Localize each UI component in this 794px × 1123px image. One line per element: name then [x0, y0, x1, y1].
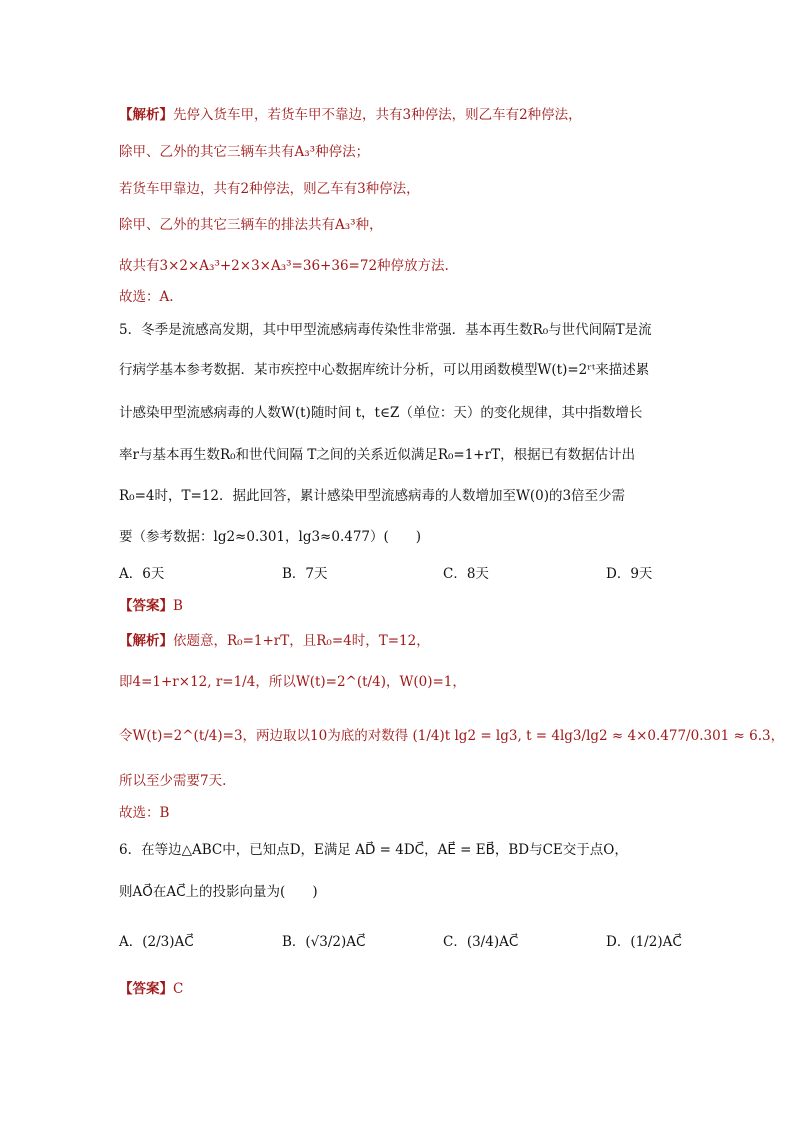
q6-option-a: A．(2/3)AC⃗ [119, 934, 194, 950]
q5-solution-1 [119, 629, 430, 649]
analysis-line-4: 除甲、乙外的其它三辆车的排法共有A₃³种， [119, 217, 383, 233]
answer-tag: 【答案】 [119, 981, 173, 997]
q5-line-2: 行病学基本参考数据．某市疾控中心数据库统计分析，可以用函数模型W(t)=2ʳᵗ来描述累 [119, 362, 650, 378]
q6-option-b: B．(√3/2)AC⃗ [282, 934, 366, 950]
q5-option-c: C．8天 [443, 566, 489, 582]
q5-line-5: R₀=4时，T=12．据此回答，累计感染甲型流感病毒的人数增加至W(0)的3倍至少需 [119, 488, 626, 504]
answer-tag: 【答案】 [119, 598, 173, 614]
q5-option-a: A．6天 [119, 566, 165, 582]
analysis-text: 先停入货车甲，若货车甲不靠边，共有3种停法，则乙车有2种停法， [173, 107, 582, 123]
analysis-choose: 故选：A. [119, 289, 174, 305]
analysis-line-2: 除甲、乙外的其它三辆车共有A₃³种停法； [119, 144, 370, 160]
q6-option-c: C．(3/4)AC⃗ [443, 934, 519, 950]
answer-value: C [173, 981, 184, 997]
analysis-line-5: 故共有3×2×A₃³+2×3×A₃³=36+36=72种停放方法. [119, 258, 449, 274]
solution-text: 依题意，R₀=1+rT，且R₀=4时，T=12， [173, 633, 430, 649]
q5-solution-3: 令W(t)=2^(t/4)=3，两边取以10为底的对数得 (1/4)t lg2 = lg3, t = 4lg3/lg2 ≈ 4×0.477/0.301 ≈ 6.3， [119, 728, 785, 744]
q5-answer [119, 594, 183, 614]
q5-choose: 故选：B [119, 805, 170, 821]
analysis-line-1 [119, 103, 582, 123]
q6-option-d: D．(1/2)AC⃗ [606, 934, 682, 950]
q5-solution-4: 所以至少需要7天. [119, 773, 227, 789]
answer-value: B [173, 598, 183, 614]
q5-option-d: D．9天 [606, 566, 653, 582]
q6-line-1: 6．在等边△ABC中，已知点D，E满足 AD⃗ = 4DC⃗，AE⃗ = EB⃗，BD与CE交于点O， [119, 842, 628, 858]
q5-line-6: 要（参考数据：lg2≈0.301，lg3≈0.477）( ) [119, 529, 422, 545]
q5-option-b: B．7天 [282, 566, 328, 582]
q6-line-2: 则AO⃗在AC⃗上的投影向量为( ) [119, 884, 318, 900]
q5-line-4: 率r与基本再生数R₀和世代间隔 T之间的关系近似满足R₀=1+rT，根据已有数据估计出 [119, 447, 636, 463]
q6-answer [119, 977, 183, 997]
analysis-tag: 【解析】 [119, 633, 173, 649]
analysis-line-3: 若货车甲靠边，共有2种停法，则乙车有3种停法， [119, 181, 420, 197]
q5-line-3: 计感染甲型流感病毒的人数W(t)随时间 t，t∈Z（单位：天）的变化规律，其中指数增长 [119, 405, 643, 421]
q5-solution-2: 即4=1+r×12, r=1/4，所以W(t)=2^(t/4)，W(0)=1， [119, 674, 466, 690]
analysis-tag: 【解析】 [119, 107, 173, 123]
q5-line-1: 5．冬季是流感高发期，其中甲型流感病毒传染性非常强．基本再生数R₀与世代间隔T是流 [119, 322, 652, 338]
